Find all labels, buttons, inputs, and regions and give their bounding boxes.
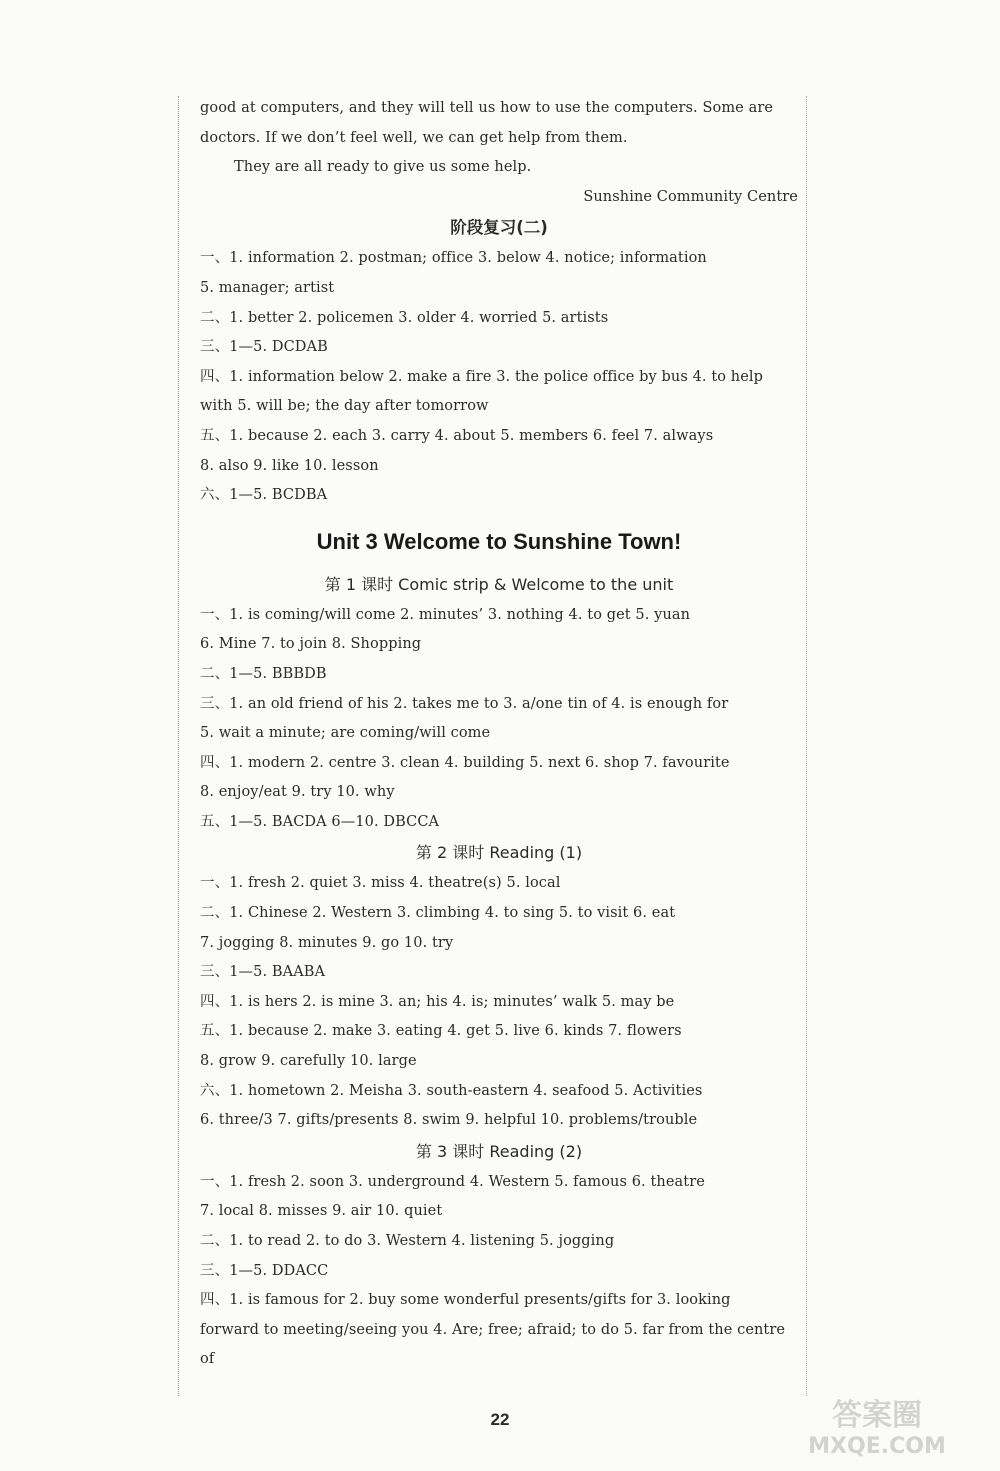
answer-line: 5. manager; artist — [200, 279, 335, 296]
text-line: doctors. If we don’t feel well, we can get help from them. — [200, 129, 628, 146]
answer-line: 三、1—5. BAABA — [200, 964, 326, 981]
answer-line: 6. three/3 7. gifts/presents 8. swim 9. helpful 10. problems/trouble — [200, 1112, 698, 1129]
text-line: good at computers, and they will tell us how to use the computers. Some are — [200, 100, 774, 116]
unit-title: Unit 3 Welcome to Sunshine Town! — [316, 528, 682, 554]
lesson1-answers — [200, 601, 798, 838]
answer-line: 六、1. hometown 2. Meisha 3. south-eastern 4. seafood 5. Activities — [200, 1082, 703, 1099]
answer-line: 8. enjoy/eat 9. try 10. why — [200, 784, 395, 801]
left-margin-rule — [178, 96, 179, 1396]
lesson3-answers — [200, 1168, 798, 1375]
text-line: They are all ready to give us some help. — [234, 159, 532, 176]
signature: Sunshine Community Centre — [583, 188, 798, 205]
answer-line: 四、1. modern 2. centre 3. clean 4. building 5. next 6. shop 7. favourite — [200, 754, 730, 771]
answer-line: 一、1. fresh 2. quiet 3. miss 4. theatre(s) 5. local — [200, 875, 561, 892]
answer-line: 7. local 8. misses 9. air 10. quiet — [200, 1203, 443, 1220]
review-title: 阶段复习(二) — [450, 218, 548, 238]
answer-line: 一、1. is coming/will come 2. minutes’ 3. nothing 4. to get 5. yuan — [200, 606, 691, 623]
answer-line: 一、1. fresh 2. soon 3. underground 4. Western 5. famous 6. theatre — [200, 1173, 705, 1190]
answer-line: 8. also 9. like 10. lesson — [200, 457, 379, 474]
answer-line: 二、1. Chinese 2. Western 3. climbing 4. to sing 5. to visit 6. eat — [200, 905, 676, 922]
watermark-url: MXQE.COM — [808, 1434, 946, 1459]
watermark-logo — [782, 1389, 972, 1459]
answer-line: 五、1—5. BACDA 6—10. DBCCA — [200, 813, 440, 830]
lesson2-title: 第 2 课时 Reading (1) — [415, 843, 583, 863]
answer-line: 四、1. is hers 2. is mine 3. an; his 4. is; minutes’ walk 5. may be — [200, 993, 675, 1010]
answer-line: of — [200, 1351, 215, 1368]
lesson1-title: 第 1 课时 Comic strip & Welcome to the unit — [324, 574, 674, 594]
answer-line: 三、1—5. DDACC — [200, 1262, 329, 1279]
answer-line: 7. jogging 8. minutes 9. go 10. try — [200, 934, 454, 951]
watermark-text: 答案圈 — [832, 1398, 922, 1433]
right-margin-rule — [806, 96, 807, 1396]
lesson2-answers — [200, 869, 798, 1135]
intro-paragraph — [200, 94, 798, 212]
review-answers — [200, 244, 798, 510]
answer-line: 五、1. because 2. each 3. carry 4. about 5. members 6. feel 7. always — [200, 427, 714, 444]
answer-line: 6. Mine 7. to join 8. Shopping — [200, 636, 422, 653]
answer-line: forward to meeting/seeing you 4. Are; free; afraid; to do 5. far from the centre — [200, 1321, 786, 1338]
answer-line: 二、1. to read 2. to do 3. Western 4. listening 5. jogging — [200, 1233, 615, 1249]
answer-line: 5. wait a minute; are coming/will come — [200, 725, 491, 742]
answer-line: with 5. will be; the day after tomorrow — [200, 398, 489, 415]
page-number: 22 — [490, 1410, 510, 1429]
answer-line: 四、1. information below 2. make a fire 3. the police office by bus 4. to help — [200, 368, 764, 385]
answer-line: 8. grow 9. carefully 10. large — [200, 1053, 417, 1070]
answer-line: 三、1—5. DCDAB — [200, 339, 328, 356]
answer-line: 六、1—5. BCDBA — [200, 487, 328, 504]
answer-line: 二、1. better 2. policemen 3. older 4. worried 5. artists — [200, 309, 609, 326]
answer-line: 五、1. because 2. make 3. eating 4. get 5. live 6. kinds 7. flowers — [200, 1023, 682, 1040]
answer-page — [200, 94, 798, 1375]
lesson3-title: 第 3 课时 Reading (2) — [415, 1141, 583, 1161]
answer-line: 三、1. an old friend of his 2. takes me to 3. a/one tin of 4. is enough for — [200, 695, 729, 712]
answer-line: 一、1. information 2. postman; office 3. below 4. notice; information — [200, 250, 707, 267]
answer-line: 二、1—5. BBBDB — [200, 665, 327, 682]
answer-line: 四、1. is famous for 2. buy some wonderful presents/gifts for 3. looking — [200, 1292, 731, 1309]
